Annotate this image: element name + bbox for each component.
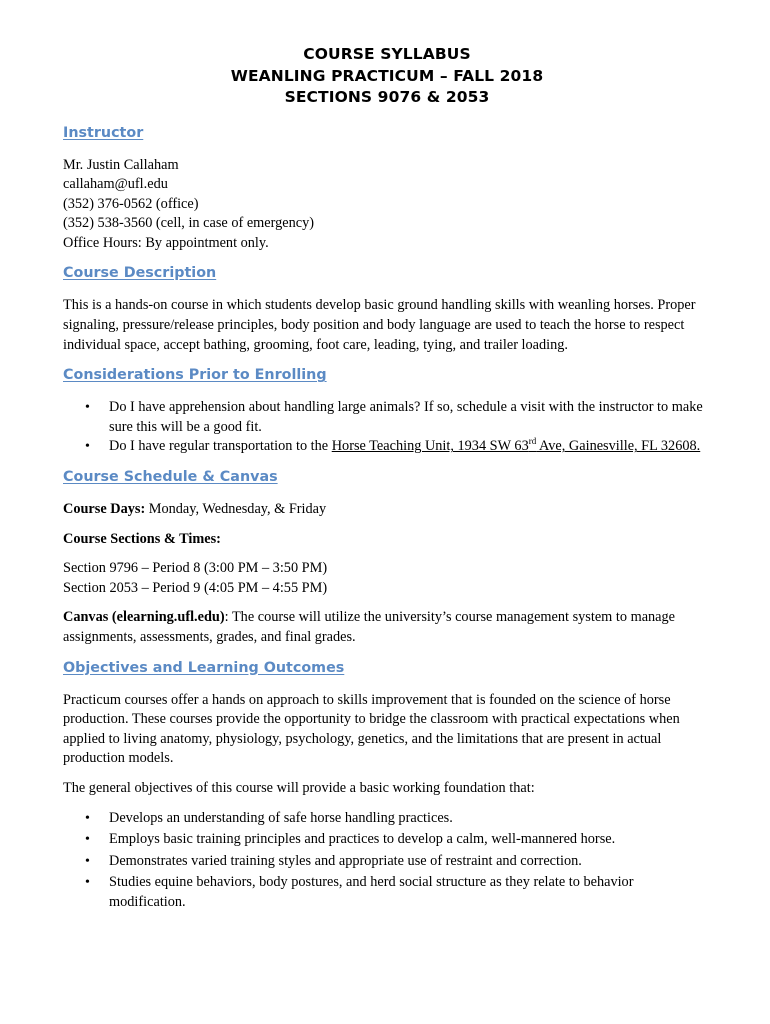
course-description-heading: Course Description [63, 265, 217, 282]
document-title [63, 44, 711, 109]
instructor-office-phone: (352) 376-0562 (office) [63, 195, 199, 212]
objectives-list [63, 809, 711, 913]
section-2-time: Section 2053 – Period 9 (4:05 PM – 4:55 PM) [63, 579, 328, 596]
objectives-paragraph-2: The general objectives of this course will provide a basic working foundation that: [63, 779, 535, 796]
considerations-list [63, 398, 711, 457]
title-line-1: COURSE SYLLABUS [303, 45, 471, 63]
course-sections-label-text: Course Sections & Times: [63, 530, 221, 547]
instructor-heading: Instructor [63, 124, 144, 141]
instructor-office-hours: Office Hours: By appointment only. [63, 234, 269, 251]
instructor-cell-phone: (352) 538-3560 (cell, in case of emergency) [63, 215, 315, 232]
title-line-2: WEANLING PRACTICUM – FALL 2018 [230, 66, 544, 85]
objective-1: Develops an understanding of safe horse handling practices. [109, 809, 453, 826]
objective-4: Studies equine behaviors, body postures, and herd social structure as they relate to behavior modification. [109, 874, 634, 910]
address-part-1: Horse Teaching Unit, 1934 SW 63 [331, 438, 529, 455]
section-1-time: Section 9796 – Period 8 (3:00 PM – 3:50 PM) [63, 560, 328, 577]
list-item [63, 852, 711, 872]
title-line-3: SECTIONS 9076 & 2053 [284, 88, 490, 106]
canvas-info [63, 608, 711, 647]
schedule-heading: Course Schedule & Canvas [63, 469, 278, 486]
list-item [63, 398, 711, 437]
canvas-label: Canvas (elearning.ufl.edu) [63, 609, 225, 626]
syllabus-page [63, 44, 711, 915]
objectives-heading: Objectives and Learning Outcomes [63, 659, 345, 676]
horse-teaching-unit-link[interactable] [332, 438, 701, 454]
objective-2: Employs basic training principles and practices to develop a calm, well-mannered horse. [109, 831, 616, 848]
consideration-1-text: Do I have apprehension about handling large animals? If so, schedule a visit with the instructor to make sure this will be a good fit. [109, 399, 703, 435]
course-days-value: Monday, Wednesday, & Friday [145, 501, 327, 518]
course-description-text: This is a hands-on course in which students develop basic ground handling skills with weanling horses. Proper signaling, pressure/release principles, body position and body language are used to teach the horse to respect individual space, accept bathing, grooming, foot care, leading, tying, and trailer loading. [63, 297, 696, 353]
list-item [63, 809, 711, 829]
canvas-text: : The course will utilize the university’s course management system to manage assignments, assessments, grades, and final grades. [63, 609, 676, 645]
list-item [63, 830, 711, 850]
address-part-2: Ave, Gainesville, FL 32608. [536, 438, 701, 455]
objectives-paragraph-1: Practicum courses offer a hands on approach to skills improvement that is founded on the science of horse production. These courses provide the opportunity to bridge the classroom with practical expectations when applied to living anatomy, physiology, psychology, genetics, and the limitations that are present in actual production models. [63, 691, 680, 767]
instructor-name: Mr. Justin Callaham [63, 156, 179, 173]
list-item [63, 437, 711, 457]
course-sections-label [63, 530, 711, 550]
consideration-2-text: Do I have regular transportation to the [109, 438, 332, 455]
objective-3: Demonstrates varied training styles and appropriate use of restraint and correction. [109, 852, 582, 869]
instructor-email[interactable]: callaham@ufl.edu [63, 176, 168, 193]
considerations-heading: Considerations Prior to Enrolling [63, 367, 327, 384]
address-superscript: rd [528, 436, 537, 447]
course-days [63, 500, 711, 520]
list-item [63, 873, 711, 912]
course-days-label: Course Days: [63, 501, 146, 518]
